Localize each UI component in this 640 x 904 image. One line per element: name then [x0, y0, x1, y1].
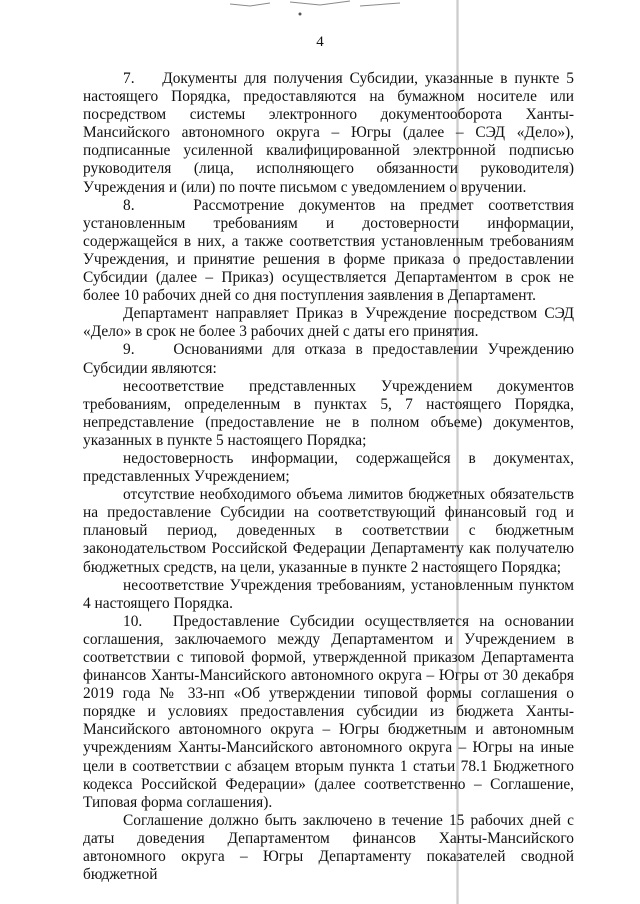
page-number: 4 — [316, 34, 324, 50]
paragraph-7: 7. Документы для получения Субсидии, указанные в пункте 5 настоящего Порядка, предоставляются на бумажном носителе или посредством системы электронного документооборота Ханты-Мансийского автономного округа – Югры (далее – СЭД «Дело»), подписанные усиленной квалифицированной электронной подписью руководителя (лица, исполняющего обязанности руководителя) Учреждения и (или) по почте письмом с уведомлением о вручении. — [83, 70, 574, 196]
refusal-ground-4: несоответствие Учреждения требованиям, установленным пунктом 4 настоящего Порядка. — [83, 576, 574, 612]
refusal-ground-3: отсутствие необходимого объема лимитов бюджетных обязательств на предоставление Субсидии на соответствующий финансовый год и плановый период, доведенных в соответствии с бюджетным законодательством Российской Федерации Департаменту как получателю бюджетных средств, на цели, указанные в пункте 2 настоящего Порядка; — [83, 486, 574, 576]
scan-noise-marks — [230, 0, 410, 18]
paragraph-8: 8. Рассмотрение документов на предмет соответствия установленным требованиям и достоверности информации, содержащейся в них, а также соответствия установленным требованиям Учреждения, и принятие решения в форме приказа о предоставлении Субсидии (далее – Приказ) осуществляется Департаментом в срок не более 10 рабочих дней со дня поступления заявления в Департамент. — [83, 196, 574, 305]
paragraph-10: 10. Предоставление Субсидии осуществляется на основании соглашения, заключаемого между Департаментом и Учреждением в соответствии с типовой формой, утвержденной приказом Департамента финансов Ханты-Мансийского автономного округа – Югры от 30 декабря 2019 года № 33-нп «Об утверждении типовой формы соглашения о порядке и условиях предоставления субсидии из бюджета Ханты-Мансийского автономного округа – Югры бюджетным и автономным учреждениям Ханты-Мансийского автономного округа – Югры на иные цели в соответствии с абзацем вторым пункта 1 статьи 78.1 Бюджетного кодекса Российской Федерации» (далее соответственно – Соглашение, Типовая форма соглашения). — [83, 612, 574, 811]
document-body — [83, 70, 574, 884]
refusal-ground-1: несоответствие представленных Учреждением документов требованиям, определенным в пунктах 5, 7 настоящего Порядка, непредставление (предоставление не в полном объеме) документов, указанных в пункте 5 настоящего Порядка; — [83, 377, 574, 449]
paragraph-10-continuation: Соглашение должно быть заключено в течение 15 рабочих дней с даты доведения Департаментом финансов Ханты-Мансийского автономного округа – Югры Департаменту показателей сводной бюджетной — [83, 811, 574, 884]
refusal-ground-2: недостоверность информации, содержащейся в документах, представленных Учреждением; — [83, 449, 574, 486]
paragraph-8-continuation: Департамент направляет Приказ в Учреждение посредством СЭД «Дело» в срок не более 3 рабочих дней с даты его принятия. — [83, 305, 574, 341]
paragraph-9: 9. Основаниями для отказа в предоставлении Учреждению Субсидии являются: — [83, 341, 574, 377]
